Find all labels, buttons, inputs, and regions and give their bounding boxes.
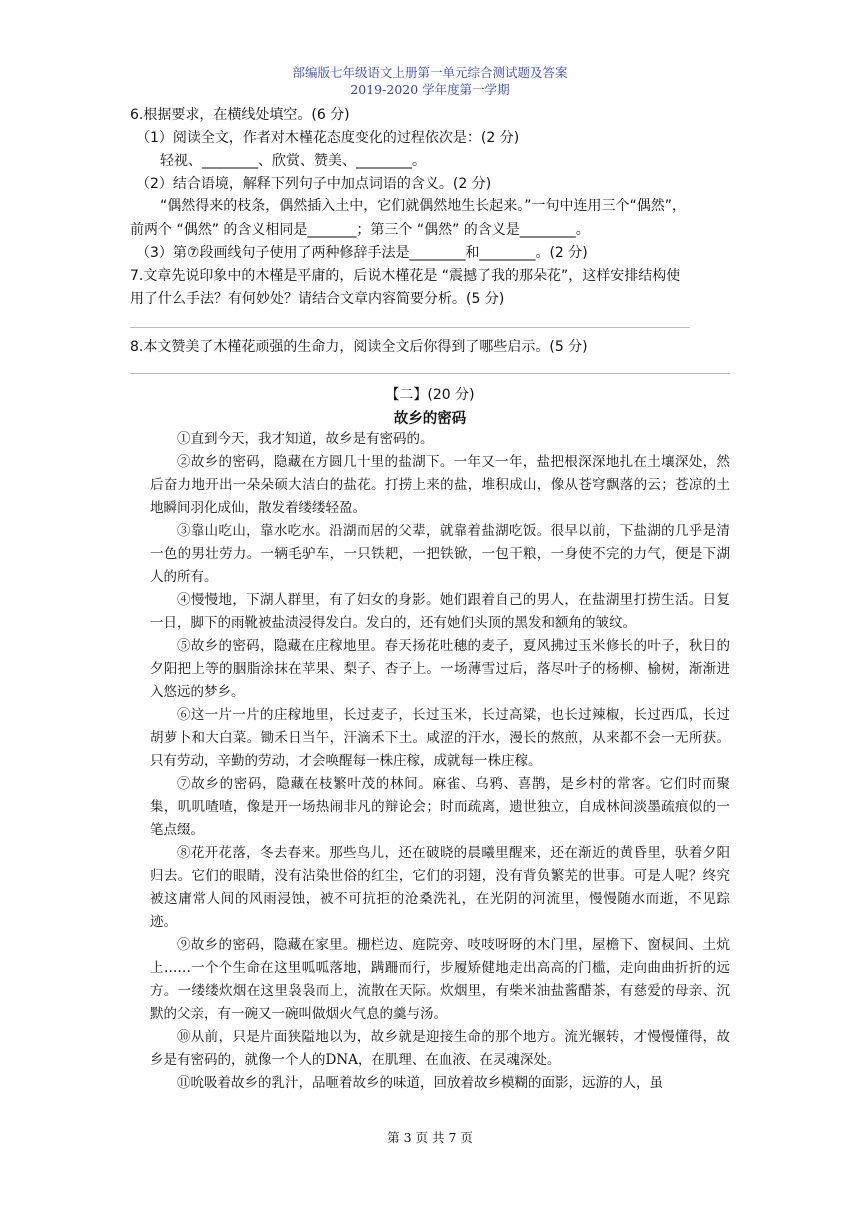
paragraph-2: ②故乡的密码，隐藏在方圆几十里的盐湖下。一年又一年，盐把根深深地扎在土壤深处，然后奋力地开出一朵朵硕大洁白的盐花。打捞上来的盐，堆积成山，像从苍穹飘落的云；苍凉的土地瞬间羽化成仙，散发着缕缕轻盈。 xyxy=(150,454,730,516)
question-6-2: （2）结合语境，解释下列句子中加点词语的含义。(2 分) xyxy=(136,176,492,192)
question-6-3: （3）第⑦段画线句子使用了两种修辞手法是________和________。(2 分) xyxy=(136,245,588,261)
paragraph-8: ⑧花开花落，冬去春来。那些鸟儿，还在破晓的晨曦里醒来，还在渐近的黄昏里，驮着夕阳归去。它们的眼睛，没有沾染世俗的红尘，它们的羽翅，没有背负繁芜的世事。可是人呢？终究被这庸常人间的风雨浸蚀，被不可抗拒的沧桑洗礼，在光阴的河流里，慢慢随水而逝，不见踪迹。 xyxy=(150,845,730,930)
header-term: 2019-2020 学年度第一学期 xyxy=(350,82,510,97)
header-title: 部编版七年级语文上册第一单元综合测试题及答案 xyxy=(292,65,568,80)
page-footer: 第 3 页 共 7 页 xyxy=(387,1130,473,1145)
paragraph-1: ①直到今天，我才知道，故乡是有密码的。 xyxy=(177,431,434,447)
question-6-title: 6.根据要求，在横线处填空。(6 分) xyxy=(130,107,350,123)
paragraph-5: ⑤故乡的密码，隐藏在庄稼地里。春天扬花吐穗的麦子，夏风拂过玉米修长的叶子，秋日的夕阳把上等的胭脂涂抹在苹果、梨子、杏子上。一场薄雪过后，落尽叶子的杨柳、榆树，渐渐进入悠远的梦乡。 xyxy=(150,638,730,700)
paragraph-10: ⑩从前，只是片面狭隘地以为，故乡就是迎接生命的那个地方。流光辗转，才慢慢懂得，故乡是有密码的，就像一个人的DNA，在肌理、在血液、在灵魂深处。 xyxy=(150,1029,730,1068)
question-7-line2: 用了什么手法？有何妙处？请结合文章内容简要分析。(5 分) xyxy=(130,291,505,307)
question-6-1-blank: 轻视、________、欣赏、赞美、________。 xyxy=(160,153,426,169)
question-8: 8.本文赞美了木槿花顽强的生命力，阅读全文后你得到了哪些启示。(5 分) xyxy=(130,339,588,355)
paragraph-7: ⑦故乡的密码，隐藏在枝繁叶茂的林间。麻雀、乌鸦、喜鹊，是乡村的常客。它们时而聚集，叽叽喳喳，像是开一场热闹非凡的辩论会；时而疏离，遗世独立，自成林间淡墨疏痕似的一笔点缀。 xyxy=(150,776,730,838)
paragraph-6: ⑥这一片一片的庄稼地里，长过麦子，长过玉米，长过高粱，也长过辣椒，长过西瓜，长过胡萝卜和大白菜。锄禾日当午，汗滴禾下土。咸涩的汗水，漫长的熬煎，从来都不会一无所获。只有劳动，辛勤的劳动，才会唤醒每一株庄稼，成就每一株庄稼。 xyxy=(150,707,730,769)
article-title: 故乡的密码 xyxy=(393,411,467,427)
question-6-1: （1）阅读全文，作者对木槿花态度变化的过程依次是：(2 分) xyxy=(136,130,520,146)
paragraph-3: ③靠山吃山，靠水吃水。沿湖而居的父辈，就靠着盐湖吃饭。很早以前，下盐湖的几乎是清一色的男壮劳力。一辆毛驴车，一只铁耙，一把铁锨，一包干粮，一身使不完的力气，便是下湖人的所有。 xyxy=(150,523,730,585)
paragraph-4: ④慢慢地，下湖人群里，有了妇女的身影。她们跟着自己的男人，在盐湖里打捞生活。日复一日，脚下的雨靴被盐渍浸得发白。发白的，还有她们头顶的黑发和额角的皱纹。 xyxy=(150,592,730,631)
paragraph-9: ⑨故乡的密码，隐藏在家里。栅栏边、庭院旁、吱吱呀呀的木门里，屋檐下、窗棂间、土炕上……一个个生命在这里呱呱落地，蹒跚而行，步履矫健地走出高高的门槛，走向曲曲折折的远方。一缕缕炊烟在这里袅袅而上，流散在天际。炊烟里，有柴米油盐酱醋茶，有慈爱的母亲、沉默的父亲，有一碗又一碗叫做烟火气息的羹与汤。 xyxy=(150,937,730,1022)
section-label: 【二】(20 分) xyxy=(385,387,475,403)
answer-line-q7 xyxy=(130,327,690,328)
question-6-2-quote: “偶然得来的枝条，偶然插入土中，它们就偶然地生长起来。”一句中连用三个“偶然”， xyxy=(160,198,687,214)
paragraph-11: ⑪吮吸着故乡的乳汁，品咂着故乡的味道，回放着故乡模糊的面影，远游的人，虽 xyxy=(177,1075,663,1091)
article-body xyxy=(150,428,730,1095)
question-6-2-continued: 前两个 “偶然” 的含义相同是_______；第三个 “偶然” 的含义是________。 xyxy=(130,222,590,238)
page-header xyxy=(0,64,860,98)
question-7-line1: 7.文章先说印象中的木槿是平庸的，后说木槿花是 “震撼了我的那朵花”，这样安排结构使 xyxy=(130,268,681,284)
answer-line-q8 xyxy=(130,373,730,374)
